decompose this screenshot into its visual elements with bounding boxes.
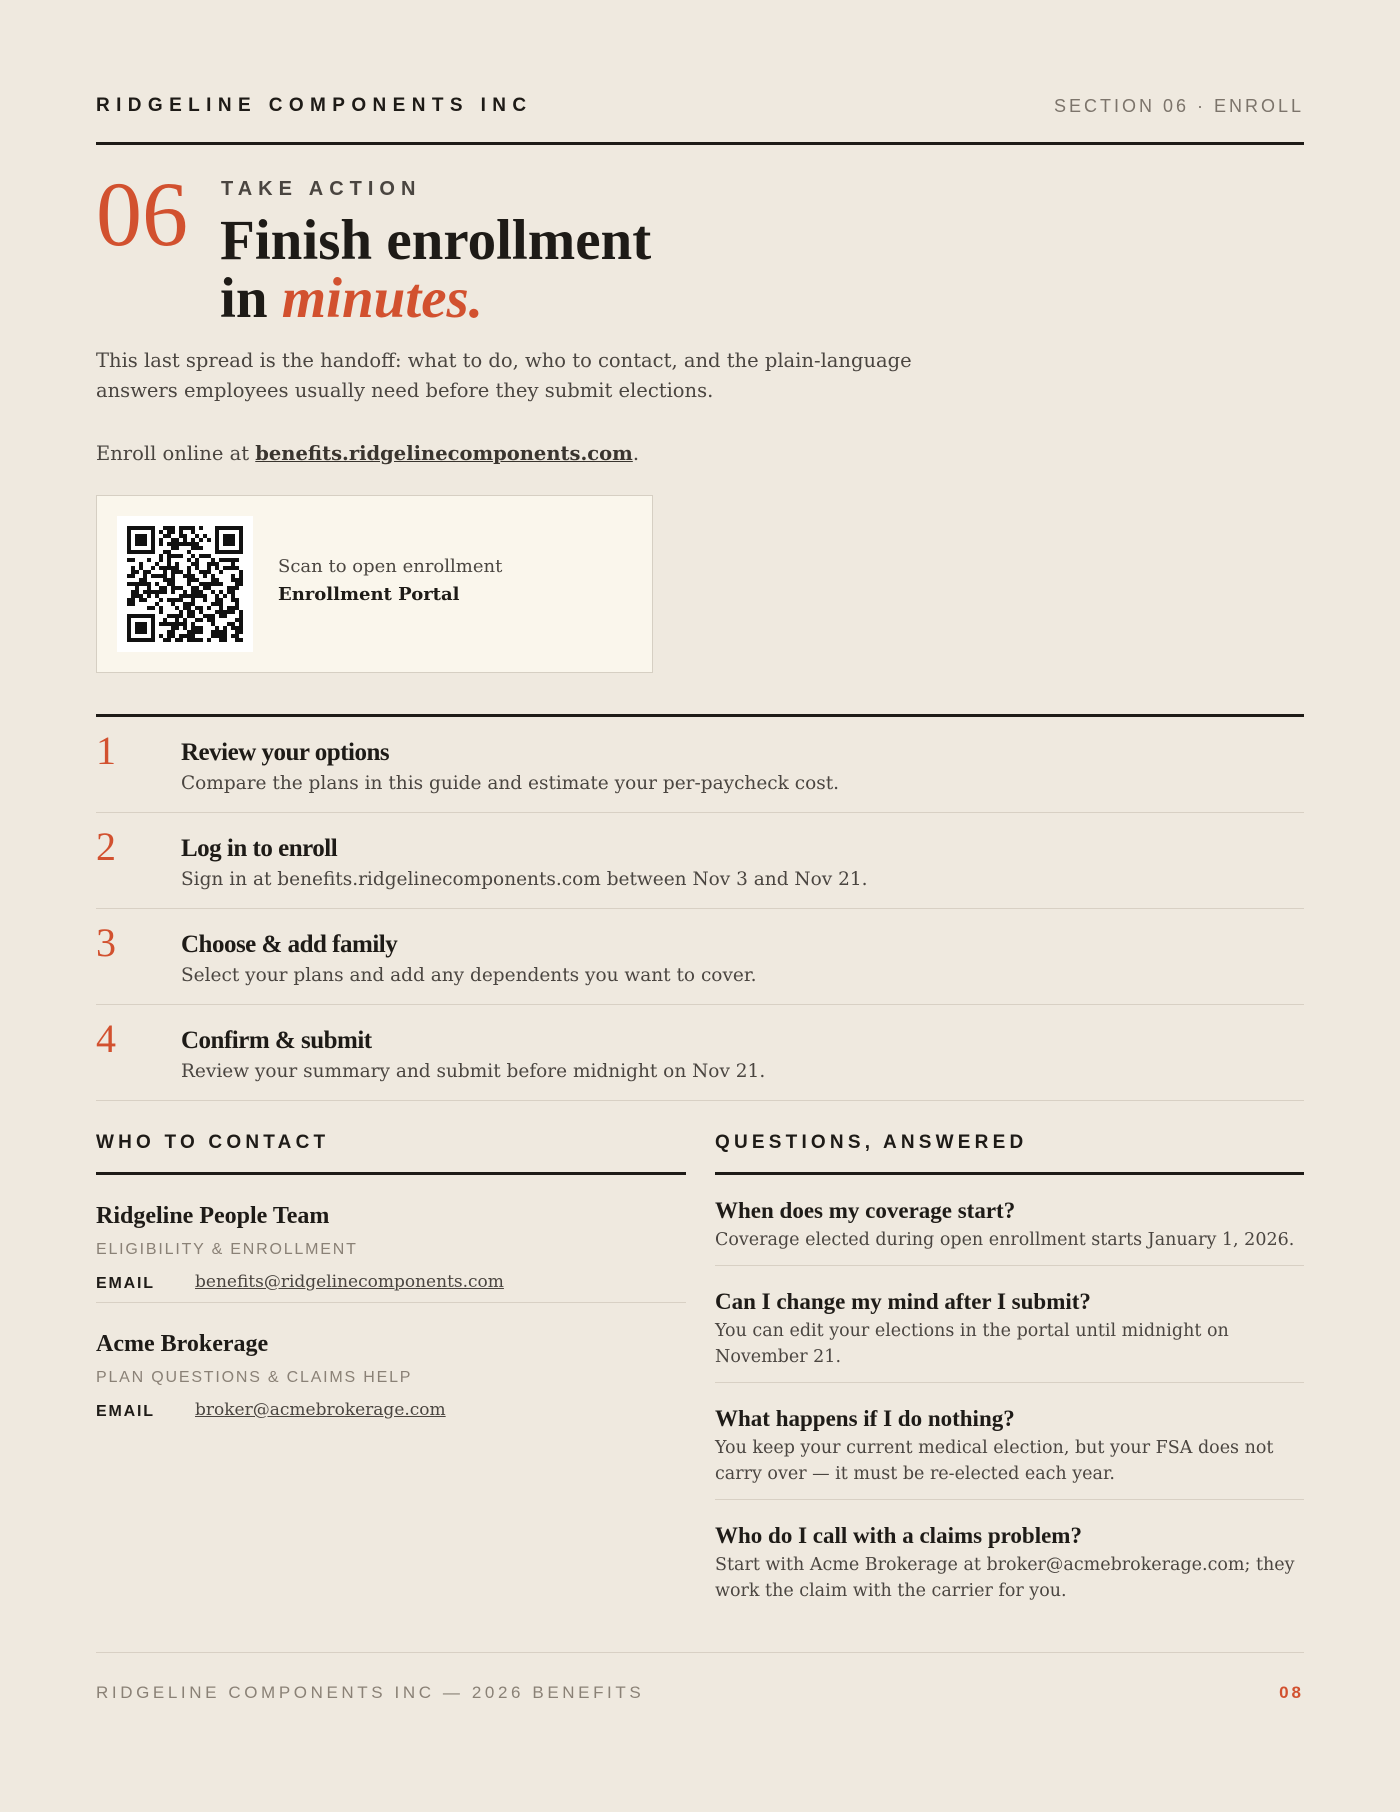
faq-question: Who do I call with a claims problem? [715, 1523, 1082, 1548]
faq-answer: Coverage elected during open enrollment starts January 1, 2026. [715, 1230, 1295, 1250]
enroll-prefix: Enroll online at [96, 442, 250, 465]
title-prefix: in [220, 267, 268, 330]
faq-question: When does my coverage start? [715, 1198, 1016, 1223]
contact-section [96, 1132, 686, 1430]
step-item [96, 813, 1304, 909]
qr-label: Enrollment Portal [278, 584, 460, 605]
page-header [96, 88, 1304, 145]
title-line-1: Finish enrollment [220, 209, 652, 272]
step-item [96, 717, 1304, 813]
enroll-line [96, 442, 639, 465]
step-item [96, 909, 1304, 1005]
contact-role: PLAN QUESTIONS & CLAIMS HELP [96, 1369, 413, 1386]
qr-code-graphic [127, 526, 243, 642]
faq-answer: You can edit your elections in the portal until midnight on November 21. [715, 1321, 1229, 1367]
faq-section [715, 1132, 1304, 1616]
step-title: Review your options [181, 739, 390, 766]
step-item [96, 1005, 1304, 1101]
contact-name: Ridgeline People Team [96, 1203, 330, 1229]
faq-question: What happens if I do nothing? [715, 1406, 1015, 1431]
contact-card [96, 1175, 686, 1303]
brand-name: RIDGELINE COMPONENTS INC [96, 95, 533, 116]
footer-text: RIDGELINE COMPONENTS INC — 2026 BENEFITS [96, 1683, 645, 1702]
step-description: Compare the plans in this guide and estimate your per-paycheck cost. [181, 773, 840, 794]
qr-code[interactable] [117, 516, 253, 652]
page-title [220, 209, 652, 330]
qr-modules [127, 526, 243, 642]
step-description: Select your plans and add any dependents you want to cover. [181, 965, 757, 986]
email-label: EMAIL [96, 1403, 155, 1420]
qr-card [96, 495, 653, 673]
step-number: 2 [96, 824, 116, 869]
kicker: TAKE ACTION [221, 178, 422, 200]
section-number: 06 [96, 163, 188, 265]
page-footer [96, 1652, 1304, 1703]
step-description: Sign in at benefits.ridgelinecomponents.com between Nov 3 and Nov 21. [181, 869, 868, 890]
step-title: Choose & add family [181, 931, 398, 958]
contact-card [96, 1303, 686, 1430]
title-line-2 [220, 267, 651, 330]
step-title: Log in to enroll [181, 835, 338, 862]
step-description: Review your summary and submit before midnight on Nov 21. [181, 1061, 766, 1082]
steps-list [96, 714, 1304, 1101]
title-accent: minutes. [281, 267, 483, 330]
faq-item [715, 1266, 1304, 1383]
faq-answer: You keep your current medical election, but your FSA does not carry over — it must be re-elected each year. [715, 1438, 1274, 1484]
faq-item [715, 1383, 1304, 1500]
page-number: 08 [1279, 1683, 1304, 1702]
step-number: 4 [96, 1016, 116, 1061]
enroll-link[interactable]: benefits.ridgelinecomponents.com [255, 442, 633, 465]
contact-heading: WHO TO CONTACT [96, 1132, 686, 1175]
qr-caption: Scan to open enrollment [278, 556, 503, 577]
step-title: Confirm & submit [181, 1027, 372, 1054]
enroll-suffix: . [632, 442, 640, 465]
faq-question: Can I change my mind after I submit? [715, 1289, 1091, 1314]
faq-item [715, 1175, 1304, 1266]
section-tag: SECTION 06 · ENROLL [1053, 96, 1304, 116]
step-number: 1 [96, 728, 116, 773]
contact-role: ELIGIBILITY & ENROLLMENT [96, 1241, 358, 1258]
step-number: 3 [96, 920, 116, 965]
contact-email-link[interactable]: broker@acmebrokerage.com [195, 1400, 446, 1420]
intro-paragraph: This last spread is the handoff: what to do, who to contact, and the plain-language answers employees usually need before they submit elections. [96, 349, 912, 402]
faq-heading: QUESTIONS, ANSWERED [715, 1132, 1304, 1175]
contact-email-link[interactable]: benefits@ridgelinecomponents.com [195, 1272, 504, 1292]
faq-answer: Start with Acme Brokerage at broker@acmebrokerage.com; they work the claim with the carrier for you. [715, 1555, 1295, 1601]
faq-item [715, 1500, 1304, 1616]
email-label: EMAIL [96, 1275, 155, 1292]
contact-name: Acme Brokerage [96, 1331, 269, 1357]
